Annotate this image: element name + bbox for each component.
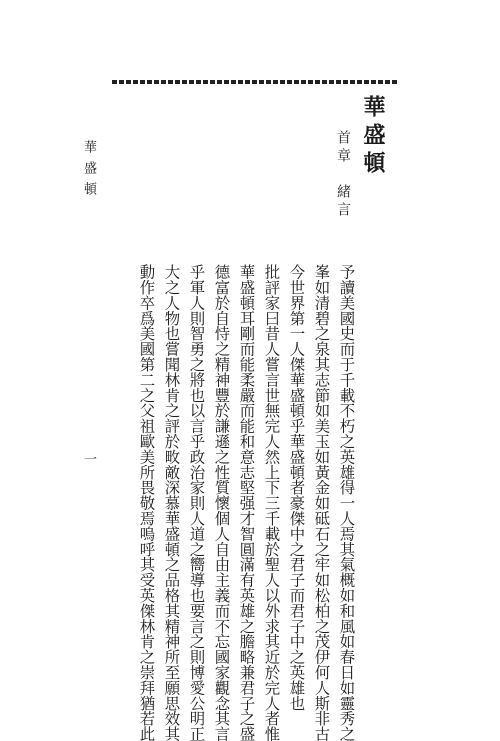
text-column-9: 動作卒爲美國第二之父祖歐美所畏敬焉嗚呼其受英傑林肯之崇拜猶若此 xyxy=(137,264,156,741)
text-column-4: 批評家曰昔人嘗言世無完人然上下三千載於聖人以外求其近於完人者惟 xyxy=(262,264,281,741)
text-column-5: 華盛頓耳剛而能柔嚴而能和意志堅强才智圓滿有英雄之膽略兼君子之盛 xyxy=(237,264,256,741)
text-column-8: 大之人物也嘗聞林肯之評於畋敵深慕華盛頓之品格其精神所至願思效其 xyxy=(162,264,181,741)
text-column-3: 今世界第一人傑華盛頓乎華盛頓者豪傑中之君子而君子中之英雄也 xyxy=(287,264,306,711)
chapter-heading: 首章 緒言 xyxy=(335,130,351,220)
running-header: 華盛頓 xyxy=(81,140,96,203)
page-number: 一 xyxy=(81,452,96,465)
ornamental-rule xyxy=(112,80,397,84)
text-column-7: 乎軍人則智勇之將也以言乎政治家則人道之嚮導也要言之則博愛公明正 xyxy=(187,264,206,741)
text-column-2: 峯如清碧之泉其志節如美玉如黃金如砥石之牢如松柏之茂伊何人斯非古 xyxy=(312,264,331,741)
text-column-6: 德富於自恃之精神豐於謙遜之性質懷個人自由主義而不忘國家觀念其言 xyxy=(212,264,231,741)
page-title: 華盛頓 xyxy=(360,95,386,179)
text-column-1: 予讀美國史而于千載不朽之英雄得一人焉其氣概如和風如春日如靈秀之 xyxy=(337,264,356,741)
